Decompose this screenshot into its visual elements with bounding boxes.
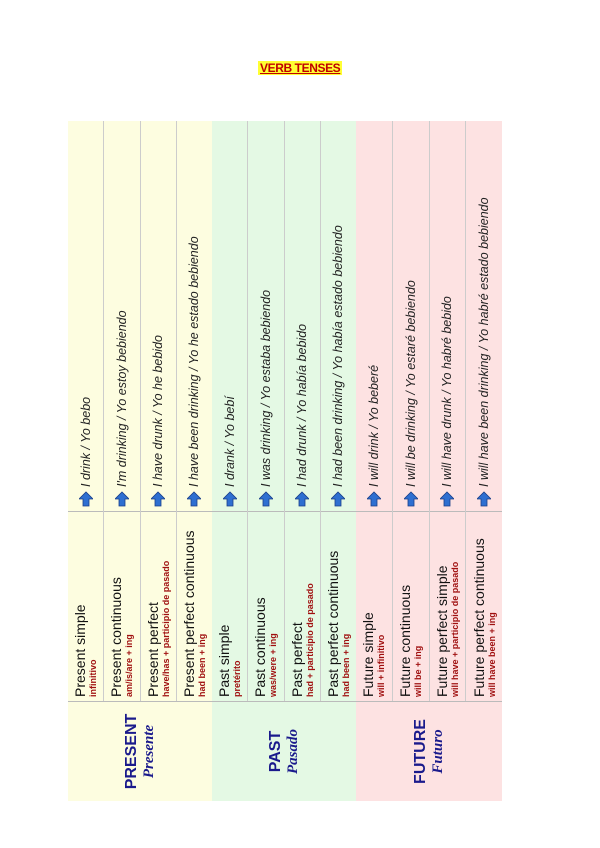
tense-cell	[177, 511, 212, 701]
example-cell	[212, 121, 247, 511]
tense-name: Present perfect	[144, 602, 161, 697]
tense-row	[321, 121, 356, 701]
tense-group-future	[356, 121, 502, 801]
example-cell	[248, 121, 283, 511]
tense-name: Past continuous	[252, 597, 269, 697]
example-sentence: I will be drinking / Yo estaré bebiendo	[403, 280, 418, 487]
tense-name: Present continuous	[108, 577, 125, 697]
tense-name: Future perfect simple	[433, 565, 450, 697]
example-sentence: I'm drinking / Yo estoy bebiendo	[114, 310, 129, 487]
tense-formation: had been + ing	[196, 633, 207, 697]
example-sentence: I drink / Yo bebo	[78, 396, 93, 487]
arrow-right-icon	[259, 491, 273, 507]
example-sentence: I had been drinking / Yo había estado bebiendo	[331, 225, 346, 487]
arrow-right-icon	[367, 491, 381, 507]
example-cell	[393, 121, 429, 511]
example-sentence: I will drink / Yo beberé	[366, 364, 381, 487]
tense-name: Past perfect	[288, 622, 305, 697]
page-title: VERB TENSES	[260, 61, 341, 75]
verb-tenses-table	[68, 121, 502, 801]
tense-formation: infinitivo	[88, 659, 99, 697]
arrow-right-icon	[79, 491, 93, 507]
tense-name: Future continuous	[397, 584, 414, 697]
tense-cell	[104, 511, 139, 701]
tense-formation: am/is/are + ing	[124, 634, 135, 697]
tense-formation: will be + ing	[413, 645, 424, 697]
tense-cell	[285, 511, 320, 701]
tense-row	[177, 121, 212, 701]
example-cell	[68, 121, 103, 511]
tense-row	[68, 121, 104, 701]
tense-cell	[356, 511, 392, 701]
group-spanish-name: Futuro	[429, 729, 446, 774]
example-sentence: I will have been drinking / Yo habré estado bebiendo	[477, 197, 492, 487]
tense-row	[248, 121, 284, 701]
group-name: FUTURE	[411, 719, 429, 784]
example-cell	[321, 121, 356, 511]
arrow-right-icon	[440, 491, 454, 507]
tense-group-past	[212, 121, 356, 801]
arrow-right-icon	[115, 491, 129, 507]
arrow-right-icon	[477, 491, 491, 507]
tense-formation: was/were + ing	[268, 633, 279, 697]
tense-name: Future simple	[360, 612, 377, 697]
example-sentence: I drank / Yo bebí	[222, 396, 237, 487]
tense-name: Present perfect continuous	[180, 530, 197, 697]
example-cell	[430, 121, 466, 511]
tense-row	[430, 121, 467, 701]
tense-name: Future perfect continuous	[470, 538, 487, 697]
example-sentence: I have been drinking / Yo he estado bebiendo	[187, 236, 202, 487]
arrow-right-icon	[151, 491, 165, 507]
example-cell	[285, 121, 320, 511]
tense-cell	[321, 511, 356, 701]
tense-name: Past simple	[216, 624, 233, 697]
tense-row	[104, 121, 140, 701]
tense-name: Present simple	[72, 604, 89, 697]
group-spanish-name: Pasado	[284, 729, 301, 774]
example-sentence: I was drinking / Yo estaba bebiendo	[258, 289, 273, 487]
tense-row	[212, 121, 248, 701]
tense-formation: will + infinitivo	[376, 634, 387, 697]
example-sentence: I will have drunk / Yo habré bebido	[440, 296, 455, 487]
tense-cell	[212, 511, 247, 701]
tense-cell	[466, 511, 502, 701]
group-name: PRESENT	[122, 713, 140, 790]
group-label	[212, 701, 356, 801]
tense-row	[356, 121, 393, 701]
group-spanish-name: Presente	[140, 724, 157, 779]
tense-cell	[248, 511, 283, 701]
group-label	[68, 701, 212, 801]
tense-row	[141, 121, 177, 701]
rotated-table-body	[68, 121, 502, 801]
tense-cell	[393, 511, 429, 701]
tense-formation: had + participio de pasado	[304, 583, 315, 697]
tense-formation: will have + participio de pasado	[449, 561, 460, 697]
tense-name: Past perfect continuous	[324, 550, 341, 697]
tense-cell	[141, 511, 176, 701]
arrow-right-icon	[295, 491, 309, 507]
tense-formation: had been + ing	[340, 633, 351, 697]
example-sentence: I had drunk / Yo había bebido	[295, 323, 310, 487]
group-name: PAST	[266, 730, 284, 773]
example-cell	[141, 121, 176, 511]
group-label	[356, 701, 502, 801]
example-cell	[466, 121, 502, 511]
arrow-right-icon	[223, 491, 237, 507]
arrow-right-icon	[404, 491, 418, 507]
tense-row	[466, 121, 502, 701]
tense-row	[393, 121, 430, 701]
arrow-right-icon	[187, 491, 201, 507]
example-sentence: I have drunk / Yo he bebido	[151, 335, 166, 487]
tense-row	[285, 121, 321, 701]
tense-formation: will have been + ing	[486, 612, 497, 697]
tense-formation: have/has + participio de pasado	[160, 560, 171, 697]
arrow-right-icon	[331, 491, 345, 507]
tense-group-present	[68, 121, 212, 801]
example-cell	[104, 121, 139, 511]
example-cell	[177, 121, 212, 511]
tense-cell	[430, 511, 466, 701]
example-cell	[356, 121, 392, 511]
tense-cell	[68, 511, 103, 701]
tense-formation: pretérito	[232, 660, 243, 697]
